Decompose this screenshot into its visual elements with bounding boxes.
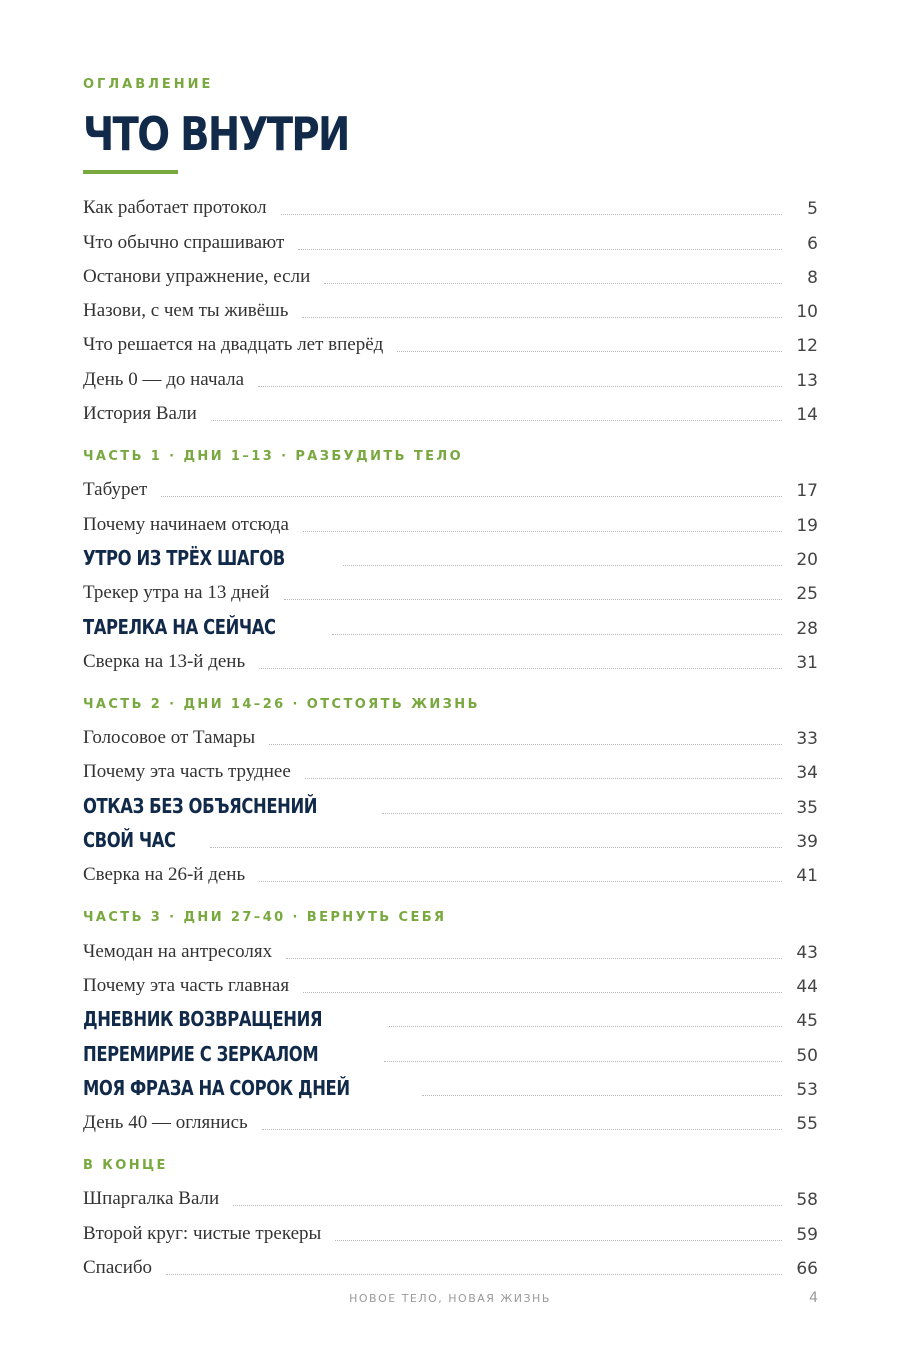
- dot-leader: [233, 1205, 782, 1206]
- table-of-contents: [83, 185, 818, 1279]
- dot-leader: [343, 565, 782, 566]
- toc-entry-label: Спасибо: [83, 1257, 153, 1279]
- toc-section-heading: В КОНЦЕ: [83, 1158, 168, 1174]
- dot-leader: [335, 1240, 782, 1241]
- toc-entry[interactable]: [83, 1100, 818, 1134]
- toc-entry-label: ПЕРЕМИРИЕ С ЗЕРКАЛОМ: [83, 1041, 319, 1066]
- toc-entry-page: 19: [796, 515, 818, 536]
- toc-entry-page: 28: [796, 618, 818, 639]
- dot-leader: [259, 881, 782, 882]
- dot-leader: [211, 420, 782, 421]
- toc-entry-label: ДНЕВНИК ВОЗВРАЩЕНИЯ: [83, 1007, 323, 1032]
- toc-entry[interactable]: [83, 963, 818, 997]
- toc-entry[interactable]: [83, 1031, 818, 1065]
- dot-leader: [258, 386, 782, 387]
- toc-entry-page: 50: [796, 1045, 818, 1066]
- toc-entry-label: Сверка на 26-й день: [83, 864, 246, 886]
- dot-leader: [324, 283, 782, 284]
- toc-entry-label: История Вали: [83, 403, 197, 425]
- toc-entry-page: 45: [796, 1011, 818, 1032]
- toc-entry-label: Второй круг: чистые трекеры: [83, 1222, 322, 1244]
- toc-section-heading: ЧАСТЬ 3 · ДНИ 27–40 · ВЕРНУТЬ СЕБЯ: [83, 910, 447, 926]
- dot-leader: [286, 958, 782, 959]
- toc-entry-label: Назови, с чем ты живёшь: [83, 300, 289, 322]
- toc-entry-page: 55: [796, 1114, 818, 1135]
- toc-entry-page: 43: [796, 942, 818, 963]
- toc-entry-label: СВОЙ ЧАС: [83, 828, 176, 853]
- toc-entry-label: Голосовое от Тамары: [83, 727, 256, 749]
- toc-entry-label: Табурет: [83, 479, 148, 501]
- dot-leader: [262, 1129, 782, 1130]
- toc-entry-page: 8: [807, 267, 818, 288]
- toc-entry-page: 6: [807, 233, 818, 254]
- toc-entry-page: 44: [796, 976, 818, 997]
- toc-entry-label: ТАРЕЛКА НА СЕЙЧАС: [83, 614, 276, 639]
- toc-entry-page: 12: [796, 336, 818, 357]
- toc-entry[interactable]: [83, 570, 818, 604]
- toc-entry[interactable]: [83, 715, 818, 749]
- toc-entry-label: Почему эта часть главная: [83, 974, 290, 996]
- toc-entry[interactable]: [83, 928, 818, 962]
- dot-leader: [284, 599, 782, 600]
- toc-entry-page: 53: [796, 1079, 818, 1100]
- toc-entry-label: Шпаргалка Вали: [83, 1188, 220, 1210]
- dot-leader: [259, 668, 782, 669]
- page-title: ЧТО ВНУТРИ: [83, 107, 349, 161]
- toc-entry-page: 59: [796, 1224, 818, 1245]
- toc-entry-page: 17: [796, 481, 818, 502]
- toc-entry-label: ОТКАЗ БЕЗ ОБЪЯСНЕНИЙ: [83, 793, 318, 818]
- toc-entry[interactable]: [83, 639, 818, 673]
- dot-leader: [210, 847, 782, 848]
- toc-entry-page: 13: [796, 370, 818, 391]
- toc-entry-page: 20: [796, 549, 818, 570]
- toc-entry-page: 5: [807, 199, 818, 220]
- toc-entry-page: 39: [796, 832, 818, 853]
- toc-entry[interactable]: [83, 467, 818, 501]
- toc-entry[interactable]: [83, 997, 818, 1031]
- toc-entry-page: 10: [796, 302, 818, 323]
- toc-entry-page: 33: [796, 729, 818, 750]
- dot-leader: [305, 778, 782, 779]
- toc-entry-label: День 40 — оглянись: [83, 1112, 248, 1134]
- toc-entry[interactable]: [83, 852, 818, 886]
- dot-leader: [382, 813, 782, 814]
- toc-entry-label: Сверка на 13-й день: [83, 650, 246, 672]
- toc-entry-page: 31: [796, 652, 818, 673]
- toc-entry-label: Как работает протокол: [83, 197, 267, 219]
- title-underline: [83, 170, 178, 174]
- dot-leader: [161, 496, 782, 497]
- toc-entry[interactable]: [83, 1245, 818, 1279]
- toc-entry-label: Что обычно спрашивают: [83, 231, 285, 253]
- page-number: 4: [809, 1290, 818, 1306]
- toc-entry-page: 58: [796, 1190, 818, 1211]
- dot-leader: [332, 634, 782, 635]
- dot-leader: [303, 992, 782, 993]
- toc-entry-label: Останови упражнение, если: [83, 265, 311, 287]
- section-eyebrow: ОГЛАВЛЕНИЕ: [83, 77, 214, 92]
- toc-entry[interactable]: [83, 783, 818, 817]
- dot-leader: [303, 531, 782, 532]
- toc-entry[interactable]: [83, 818, 818, 852]
- toc-entry[interactable]: [83, 1066, 818, 1100]
- dot-leader: [269, 744, 782, 745]
- toc-entry-label: Почему эта часть труднее: [83, 761, 291, 783]
- toc-entry-page: 66: [796, 1259, 818, 1280]
- toc-entry[interactable]: [83, 1176, 818, 1210]
- dot-leader: [422, 1095, 782, 1096]
- toc-entry-page: 25: [796, 584, 818, 605]
- toc-entry[interactable]: [83, 501, 818, 535]
- toc-section-heading: ЧАСТЬ 1 · ДНИ 1–13 · РАЗБУДИТЬ ТЕЛО: [83, 449, 464, 465]
- toc-entry[interactable]: [83, 391, 818, 425]
- toc-entry[interactable]: [83, 288, 818, 322]
- dot-leader: [298, 249, 782, 250]
- dot-leader: [302, 317, 782, 318]
- toc-entry-label: Почему начинаем отсюда: [83, 513, 289, 535]
- dot-leader: [384, 1061, 782, 1062]
- dot-leader: [166, 1274, 782, 1275]
- dot-leader: [389, 1026, 782, 1027]
- toc-entry-label: Что решается на двадцать лет вперёд: [83, 334, 384, 356]
- toc-entry-label: Чемодан на антресолях: [83, 940, 273, 962]
- toc-entry-label: МОЯ ФРАЗА НА СОРОК ДНЕЙ: [83, 1075, 350, 1100]
- toc-entry-page: 35: [796, 797, 818, 818]
- toc-section-heading: ЧАСТЬ 2 · ДНИ 14–26 · ОТСТОЯТЬ ЖИЗНЬ: [83, 696, 480, 712]
- toc-entry[interactable]: [83, 749, 818, 783]
- dot-leader: [281, 214, 782, 215]
- toc-entry[interactable]: [83, 356, 818, 390]
- toc-entry[interactable]: [83, 536, 818, 570]
- toc-entry-page: 41: [796, 866, 818, 887]
- toc-entry[interactable]: [83, 322, 818, 356]
- toc-entry-label: Трекер утра на 13 дней: [83, 582, 270, 604]
- toc-entry[interactable]: [83, 219, 818, 253]
- toc-entry-label: УТРО ИЗ ТРЁХ ШАГОВ: [83, 545, 285, 570]
- running-title: НОВОЕ ТЕЛО, НОВАЯ ЖИЗНЬ: [349, 1292, 551, 1305]
- toc-entry-page: 14: [796, 405, 818, 426]
- dot-leader: [397, 351, 782, 352]
- toc-entry-page: 34: [796, 763, 818, 784]
- toc-entry[interactable]: [83, 604, 818, 638]
- toc-entry[interactable]: [83, 1210, 818, 1244]
- toc-entry-label: День 0 — до начала: [83, 368, 245, 390]
- toc-entry[interactable]: [83, 185, 818, 219]
- toc-entry[interactable]: [83, 254, 818, 288]
